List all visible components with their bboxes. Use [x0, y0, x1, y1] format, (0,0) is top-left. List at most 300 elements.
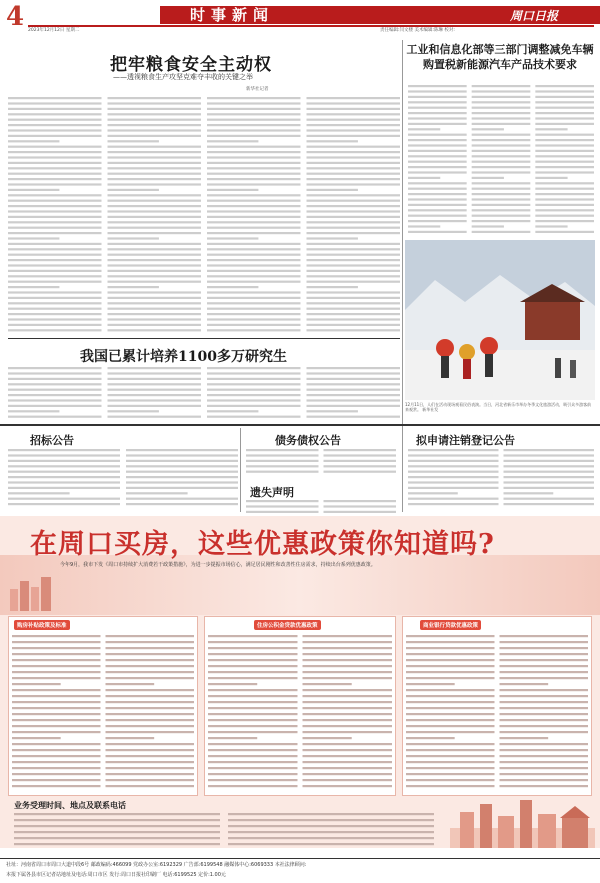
text-line	[108, 318, 202, 320]
text-line	[324, 511, 397, 513]
text-line	[106, 707, 195, 709]
text-line	[8, 232, 102, 234]
text-line	[106, 779, 195, 781]
text-line	[408, 225, 440, 227]
text-line	[108, 302, 202, 304]
text-line	[12, 719, 101, 721]
text-line	[472, 139, 531, 141]
header-date: 2023年12月12日 星期二	[28, 28, 80, 33]
text-line	[8, 162, 102, 164]
text-line	[208, 647, 298, 649]
text-line	[8, 194, 102, 196]
text-line	[324, 454, 397, 456]
text-line	[208, 665, 298, 667]
text-line	[106, 665, 195, 667]
text-line	[472, 225, 504, 227]
text-line	[472, 150, 531, 152]
text-line	[307, 324, 401, 326]
text-line	[303, 641, 393, 643]
text-line	[472, 96, 531, 98]
text-line	[108, 308, 202, 310]
text-line	[246, 511, 319, 513]
text-line	[207, 210, 301, 212]
text-line	[8, 97, 102, 99]
text-line	[406, 785, 495, 787]
text-line	[307, 162, 401, 164]
text-line	[500, 725, 589, 727]
text-line	[307, 297, 401, 299]
news-photo	[405, 240, 595, 400]
text-line	[12, 713, 101, 715]
text-line	[207, 183, 301, 185]
text-line	[108, 183, 202, 185]
text-line	[406, 719, 495, 721]
promo-service-body	[14, 812, 434, 846]
text-line	[8, 113, 102, 115]
text-line	[12, 755, 101, 757]
text-line	[8, 237, 59, 239]
text-line	[108, 205, 202, 207]
debt-notice-text-lines	[246, 448, 396, 478]
text-line	[408, 101, 467, 103]
text-line	[408, 476, 499, 478]
bid-notice-title: 招标公告	[30, 434, 74, 447]
festival-photo-illustration	[405, 240, 595, 400]
article1-headline: 把牢粮食安全主动权	[110, 55, 272, 75]
text-line	[500, 647, 589, 649]
text-line	[307, 389, 401, 391]
text-line	[408, 471, 499, 473]
text-line	[106, 767, 195, 769]
text-line	[228, 825, 434, 827]
text-line	[504, 503, 595, 505]
text-line	[472, 198, 531, 200]
text-line	[500, 653, 589, 655]
text-line	[8, 372, 102, 374]
text-line	[406, 701, 495, 703]
text-line	[406, 653, 495, 655]
text-line	[12, 737, 61, 739]
text-line	[408, 220, 467, 222]
text-line	[472, 144, 531, 146]
text-line	[8, 416, 102, 418]
text-line	[108, 275, 202, 277]
text-line	[207, 286, 258, 288]
text-line	[500, 707, 589, 709]
text-line	[106, 641, 195, 643]
text-line	[504, 449, 595, 451]
text-line	[8, 281, 102, 283]
text-line	[535, 209, 594, 211]
text-line	[8, 140, 59, 142]
text-line	[8, 324, 102, 326]
text-line	[207, 146, 301, 148]
promo-box-fund-tag: 住房公积金贷款优惠政策	[254, 620, 321, 630]
text-line	[108, 405, 202, 407]
text-line	[504, 481, 595, 483]
text-line	[106, 653, 195, 655]
text-line	[208, 671, 298, 673]
text-line	[207, 162, 301, 164]
text-line	[108, 248, 202, 250]
text-line	[406, 755, 495, 757]
text-line	[106, 725, 195, 727]
text-line	[207, 243, 301, 245]
text-line	[126, 481, 238, 483]
text-line	[8, 248, 102, 250]
article3-text-lines	[8, 366, 400, 422]
text-line	[108, 200, 202, 202]
loss-notice-title: 遗失声明	[250, 486, 294, 499]
text-line	[500, 785, 589, 787]
text-line	[207, 264, 301, 266]
text-line	[208, 659, 298, 661]
text-line	[500, 659, 589, 661]
text-line	[207, 297, 301, 299]
text-line	[246, 454, 319, 456]
text-line	[535, 215, 594, 217]
text-line	[246, 460, 319, 462]
text-line	[106, 743, 195, 745]
text-line	[12, 689, 101, 691]
text-line	[324, 500, 397, 502]
text-line	[207, 124, 301, 126]
debt-notice-title: 债务债权公告	[275, 434, 341, 447]
text-line	[208, 683, 257, 685]
text-line	[324, 471, 397, 473]
text-line	[8, 205, 102, 207]
text-line	[108, 324, 202, 326]
text-line	[8, 108, 102, 110]
promo-box-fund-text-lines	[208, 634, 392, 792]
text-line	[228, 837, 434, 839]
text-line	[106, 683, 155, 685]
text-line	[307, 135, 401, 137]
text-line	[8, 503, 120, 505]
bid-notice-text-lines	[8, 448, 238, 510]
text-line	[472, 193, 531, 195]
text-line	[207, 259, 301, 261]
text-line	[307, 254, 401, 256]
text-line	[307, 113, 401, 115]
text-line	[303, 737, 352, 739]
text-line	[500, 683, 549, 685]
text-line	[303, 755, 393, 757]
text-line	[303, 689, 393, 691]
text-line	[207, 156, 301, 158]
text-line	[208, 719, 298, 721]
text-line	[500, 677, 589, 679]
text-line	[228, 813, 434, 815]
text-line	[500, 635, 589, 637]
text-line	[108, 410, 159, 412]
notice-divider-1	[240, 428, 241, 512]
text-line	[8, 394, 102, 396]
text-line	[535, 128, 567, 130]
header-editors: 责任编辑:闫文楼 美术编辑:陈琳 校对:	[380, 28, 455, 33]
text-line	[307, 302, 401, 304]
text-line	[307, 178, 401, 180]
text-line	[472, 182, 531, 184]
text-line	[208, 737, 257, 739]
text-line	[472, 107, 531, 109]
text-line	[108, 372, 202, 374]
photo-caption: 12月11日，人们在活动现场观看民俗表演。当日，河北省新乐市举办冬季文化旅游活动，吸引众多游客前来观赏。 新华社发	[405, 402, 592, 412]
text-line	[408, 231, 467, 233]
text-line	[106, 635, 195, 637]
text-line	[307, 210, 401, 212]
text-line	[207, 324, 301, 326]
text-line	[207, 281, 301, 283]
text-line	[8, 227, 102, 229]
text-line	[8, 449, 120, 451]
text-line	[303, 719, 393, 721]
text-line	[8, 318, 102, 320]
text-line	[472, 220, 531, 222]
article2-body	[408, 84, 594, 234]
text-line	[307, 259, 401, 261]
text-line	[208, 713, 298, 715]
text-line	[228, 843, 434, 845]
text-line	[307, 183, 401, 185]
footer-address: 社址：河南省周口市周口大道中段6号 邮政编码:466099 党政办公室:6192329 广告部:6199548 融媒体中心:6069333 本社法律顾问:	[6, 862, 307, 868]
text-line	[8, 405, 102, 407]
text-line	[500, 755, 589, 757]
text-line	[108, 108, 202, 110]
text-line	[8, 102, 102, 104]
text-line	[8, 200, 102, 202]
text-line	[108, 389, 202, 391]
text-line	[307, 221, 401, 223]
text-line	[12, 743, 101, 745]
text-line	[207, 108, 301, 110]
text-line	[108, 140, 159, 142]
text-line	[208, 635, 298, 637]
city-illustration	[450, 798, 595, 848]
text-line	[108, 237, 159, 239]
text-line	[8, 259, 102, 261]
text-line	[126, 476, 238, 478]
text-line	[208, 749, 298, 751]
text-line	[472, 123, 531, 125]
text-line	[207, 151, 301, 153]
text-line	[535, 117, 594, 119]
text-line	[106, 755, 195, 757]
text-line	[307, 286, 358, 288]
text-line	[408, 460, 499, 462]
promo-box-subsidy-body	[12, 634, 194, 792]
text-line	[408, 498, 499, 500]
text-line	[472, 155, 531, 157]
text-line	[303, 653, 393, 655]
text-line	[535, 155, 594, 157]
text-line	[406, 713, 495, 715]
text-line	[108, 291, 202, 293]
text-line	[8, 183, 102, 185]
text-line	[408, 503, 499, 505]
text-line	[406, 767, 495, 769]
text-line	[106, 695, 195, 697]
text-line	[8, 129, 102, 131]
text-line	[106, 647, 195, 649]
text-line	[126, 449, 238, 451]
text-line	[208, 725, 298, 727]
text-line	[8, 465, 120, 467]
text-line	[408, 492, 458, 494]
text-line	[8, 302, 102, 304]
text-line	[408, 134, 467, 136]
text-line	[406, 689, 495, 691]
text-line	[535, 144, 594, 146]
text-line	[207, 173, 301, 175]
text-line	[504, 492, 554, 494]
text-line	[106, 719, 195, 721]
text-line	[307, 394, 401, 396]
text-line	[12, 785, 101, 787]
text-line	[307, 173, 401, 175]
text-line	[108, 270, 202, 272]
text-line	[408, 128, 440, 130]
text-line	[408, 96, 467, 98]
text-line	[106, 731, 195, 733]
text-line	[307, 124, 401, 126]
text-line	[207, 135, 301, 137]
text-line	[12, 767, 101, 769]
text-line	[307, 291, 401, 293]
text-line	[307, 146, 401, 148]
text-line	[408, 193, 467, 195]
text-line	[406, 677, 495, 679]
text-line	[324, 465, 397, 467]
text-line	[408, 150, 467, 152]
text-line	[472, 209, 531, 211]
text-line	[208, 695, 298, 697]
text-line	[108, 367, 202, 369]
article2-headline: 工业和信息化部等三部门调整减免车辆购置税新能源汽车产品技术要求	[406, 43, 594, 71]
text-line	[108, 189, 159, 191]
text-line	[108, 286, 159, 288]
text-line	[408, 161, 467, 163]
text-line	[8, 151, 102, 153]
text-line	[406, 761, 495, 763]
text-line	[500, 719, 589, 721]
text-line	[207, 97, 301, 99]
text-line	[207, 237, 258, 239]
text-line	[408, 117, 467, 119]
text-line	[8, 221, 102, 223]
text-line	[108, 124, 202, 126]
text-line	[207, 410, 258, 412]
text-line	[500, 695, 589, 697]
text-line	[500, 713, 589, 715]
text-line	[108, 156, 202, 158]
text-line	[207, 189, 258, 191]
text-line	[535, 85, 594, 87]
text-line	[106, 701, 195, 703]
text-line	[406, 725, 495, 727]
text-line	[307, 372, 401, 374]
text-line	[228, 831, 434, 833]
text-line	[8, 297, 102, 299]
text-line	[8, 264, 102, 266]
text-line	[307, 405, 401, 407]
text-line	[406, 731, 495, 733]
text-line	[535, 139, 594, 141]
text-line	[12, 773, 101, 775]
text-line	[8, 476, 120, 478]
text-line	[108, 227, 202, 229]
text-line	[208, 653, 298, 655]
text-line	[307, 410, 358, 412]
bid-notice-body	[8, 448, 238, 510]
text-line	[504, 476, 595, 478]
text-line	[8, 454, 120, 456]
text-line	[8, 308, 102, 310]
text-line	[303, 659, 393, 661]
text-line	[12, 701, 101, 703]
text-line	[504, 465, 595, 467]
text-line	[8, 329, 102, 331]
text-line	[303, 731, 393, 733]
text-line	[108, 394, 202, 396]
promo-box-bank-body	[406, 634, 588, 792]
text-line	[8, 210, 102, 212]
promo-title: 在周口买房，这些优惠政策你知道吗?	[30, 529, 495, 560]
text-line	[8, 460, 120, 462]
text-line	[8, 243, 102, 245]
text-line	[472, 177, 504, 179]
text-line	[12, 677, 101, 679]
text-line	[472, 112, 531, 114]
article3-body	[8, 366, 400, 422]
text-line	[8, 270, 102, 272]
text-line	[8, 410, 59, 412]
text-line	[108, 162, 202, 164]
text-line	[307, 275, 401, 277]
text-line	[14, 819, 220, 821]
text-line	[307, 281, 401, 283]
text-line	[108, 129, 202, 131]
text-line	[106, 773, 195, 775]
text-line	[8, 487, 120, 489]
text-line	[472, 171, 531, 173]
text-line	[500, 665, 589, 667]
article1-text-lines	[8, 96, 400, 332]
text-line	[535, 101, 594, 103]
article3-top-rule	[8, 338, 400, 339]
text-line	[472, 134, 531, 136]
text-line	[307, 383, 401, 385]
text-line	[12, 761, 101, 763]
text-line	[207, 416, 301, 418]
text-line	[535, 96, 594, 98]
text-line	[307, 205, 401, 207]
text-line	[8, 173, 102, 175]
text-line	[500, 779, 589, 781]
text-line	[106, 785, 195, 787]
text-line	[535, 182, 594, 184]
text-line	[307, 151, 401, 153]
text-line	[207, 248, 301, 250]
text-line	[303, 695, 393, 697]
text-line	[500, 773, 589, 775]
text-line	[207, 308, 301, 310]
text-line	[12, 749, 101, 751]
text-line	[303, 761, 393, 763]
text-line	[408, 198, 467, 200]
text-line	[406, 707, 495, 709]
text-line	[8, 471, 120, 473]
